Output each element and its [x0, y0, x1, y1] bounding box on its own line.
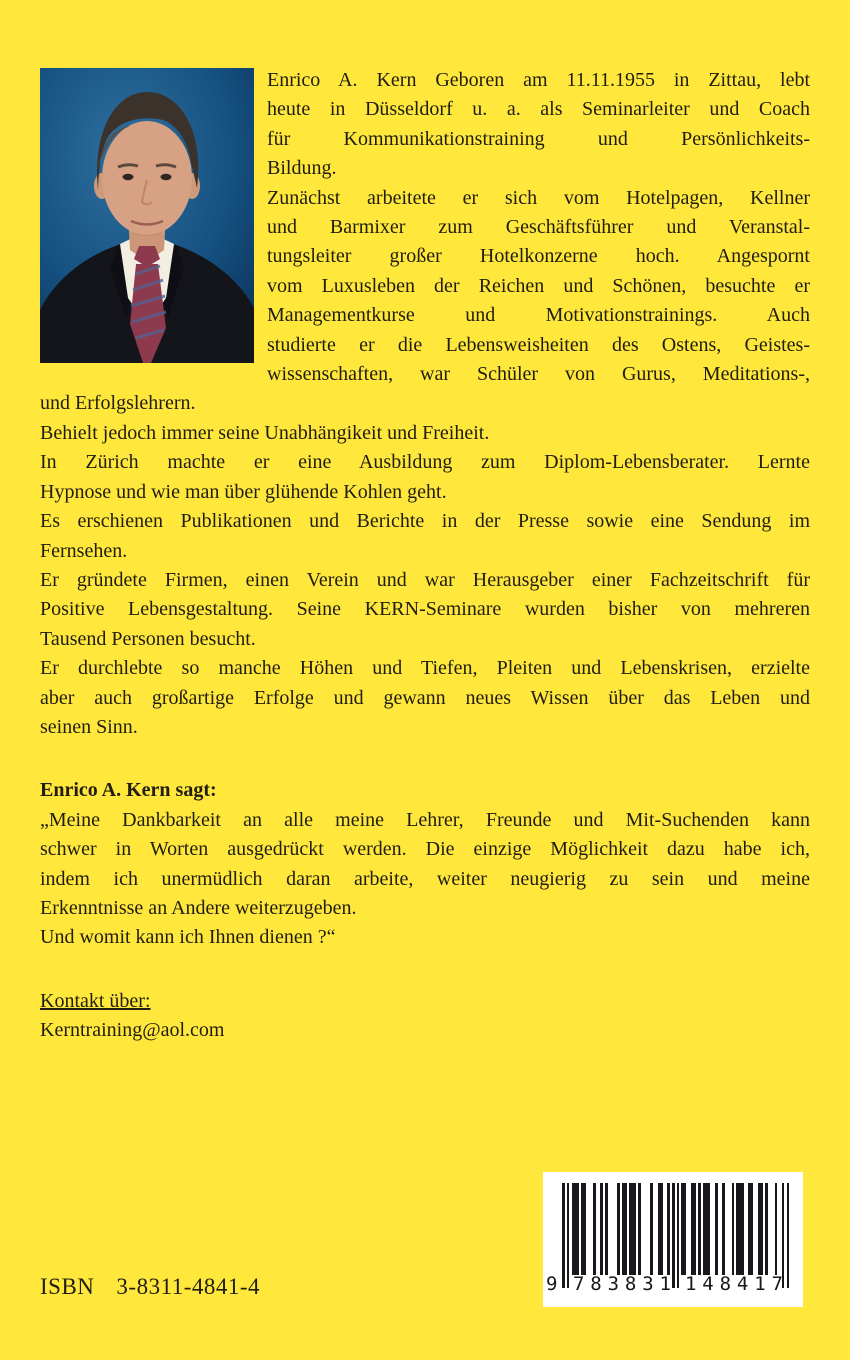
bio-line: Enrico A. Kern sagt:: [40, 779, 217, 802]
bio-line: Und womit kann ich Ihnen dienen ?“: [40, 926, 336, 949]
bio-line: In Zürich machte er eine Ausbildung zum Diplom-Lebensberater. Lernte: [40, 451, 810, 474]
barcode-bar: [775, 1183, 778, 1275]
barcode-bar: [600, 1183, 603, 1275]
bio-line: Behielt jedoch immer seine Unabhängikeit und Freiheit.: [40, 421, 490, 444]
isbn-line: [40, 1274, 260, 1300]
barcode-digit: 3: [607, 1273, 620, 1295]
bio-line: studierte er die Lebensweisheiten des Ostens, Geistes-: [267, 333, 810, 356]
barcode-bar: [760, 1183, 763, 1275]
bio-line: Er gründete Firmen, einen Verein und war Herausgeber einer Fachzeitschrift für: [40, 568, 810, 591]
barcode-bar: [765, 1183, 768, 1275]
barcode-bar: [593, 1183, 596, 1275]
barcode-bar: [617, 1183, 620, 1275]
bio-line: Zunächst arbeitete er sich vom Hotelpagen, Kellner: [267, 186, 810, 209]
barcode-bar: [576, 1183, 579, 1275]
bio-line: Kerntraining@aol.com: [40, 1019, 225, 1042]
bio-line: Enrico A. Kern Geboren am 11.11.1955 in Zittau, lebt: [267, 69, 810, 91]
bio-line: Hypnose und wie man über glühende Kohlen geht.: [40, 480, 447, 503]
isbn-label: ISBN: [40, 1274, 95, 1299]
barcode-bar: [562, 1183, 565, 1288]
bio-line: und Barmixer zum Geschäftsführer und Veranstal-: [267, 216, 810, 239]
barcode-digit: 4: [736, 1273, 749, 1295]
barcode-bar: [787, 1183, 790, 1288]
bio-line: Es erschienen Publikationen und Berichte in der Presse sowie eine Sendung im: [40, 510, 810, 533]
barcode-bar: [567, 1183, 570, 1288]
barcode-bar: [741, 1183, 744, 1275]
barcode-bar: [624, 1183, 627, 1275]
author-photo: [40, 68, 254, 363]
barcode-bar: [732, 1183, 735, 1275]
barcode-digit: 3: [642, 1273, 654, 1295]
barcode-bar: [605, 1183, 608, 1275]
barcode-bar: [584, 1183, 587, 1275]
barcode-bar: [722, 1183, 725, 1275]
bio-line: vom Luxusleben der Reichen und Schönen, besuchte er: [267, 274, 810, 297]
bio-line: für Kommunikationstraining und Persönlichkeits-: [267, 127, 810, 150]
bio-line: Kontakt über:: [40, 989, 151, 1012]
isbn-value: 3-8311-4841-4: [116, 1274, 261, 1299]
barcode-bar: [672, 1183, 675, 1288]
barcode-digit: 8: [590, 1273, 602, 1295]
bio-line: Er durchlebte so manche Höhen und Tiefen, Pleiten und Lebenskrisen, erzielte: [40, 657, 810, 680]
bio-line: Tausend Personen besucht.: [40, 627, 256, 650]
bio-line: Managementkurse und Motivationstrainings. Auch: [267, 304, 810, 327]
bio-line: wissenschaften, war Schüler von Gurus, Meditations-,: [267, 363, 810, 386]
barcode-bar: [751, 1183, 754, 1275]
bio-line: und Erfolgslehrern.: [40, 392, 196, 415]
bio-line: indem ich unermüdlich daran arbeite, weiter neugierig zu sein und meine: [40, 867, 810, 890]
barcode-bar: [650, 1183, 653, 1275]
barcode-digit: 1: [685, 1273, 697, 1295]
barcode-digits-left: [573, 1273, 671, 1295]
bio-line: schwer in Worten ausgedrückt werden. Die einzige Möglichkeit dazu habe ich,: [40, 838, 810, 861]
barcode-bar: [698, 1183, 701, 1275]
barcode-digit: 8: [719, 1273, 732, 1295]
bio-line: Fernsehen.: [40, 539, 128, 562]
barcode: [543, 1172, 803, 1307]
barcode-bar: [660, 1183, 663, 1275]
barcode-digits-right: [685, 1273, 783, 1295]
barcode-bar: [693, 1183, 696, 1275]
barcode-bar: [634, 1183, 637, 1275]
bio-line: Positive Lebensgestaltung. Seine KERN-Seminare wurden bisher von mehreren: [40, 598, 810, 621]
barcode-digit: 4: [702, 1273, 714, 1295]
barcode-bar: [677, 1183, 680, 1288]
bio-line: „Meine Dankbarkeit an alle meine Lehrer, Freunde und Mit-Suchenden kann: [40, 808, 810, 831]
bio-line: heute in Düsseldorf u. a. als Seminarleiter und Coach: [267, 98, 810, 121]
bio-text: [40, 66, 810, 1046]
barcode-digit: 8: [624, 1273, 637, 1295]
barcode-digit: 1: [659, 1273, 671, 1295]
barcode-digit: 1: [754, 1273, 766, 1295]
barcode-bar: [684, 1183, 687, 1275]
bio-line: aber auch großartige Erfolge und gewann neues Wissen über das Leben und: [40, 686, 810, 709]
barcode-bar: [667, 1183, 670, 1275]
bio-line: tungsleiter großer Hotelkonzerne hoch. Angespornt: [267, 245, 810, 268]
barcode-bar: [708, 1183, 711, 1275]
bio-line: Erkenntnisse an Andere weiterzugeben.: [40, 896, 357, 919]
barcode-bar: [638, 1183, 641, 1275]
barcode-digit: 7: [771, 1273, 783, 1295]
barcode-digit-first: 9: [546, 1273, 558, 1295]
bio-line: seinen Sinn.: [40, 715, 138, 738]
portrait-illustration: [40, 68, 254, 363]
barcode-bar: [715, 1183, 718, 1275]
barcode-digit: 7: [573, 1273, 585, 1295]
bio-line: Bildung.: [267, 157, 337, 180]
